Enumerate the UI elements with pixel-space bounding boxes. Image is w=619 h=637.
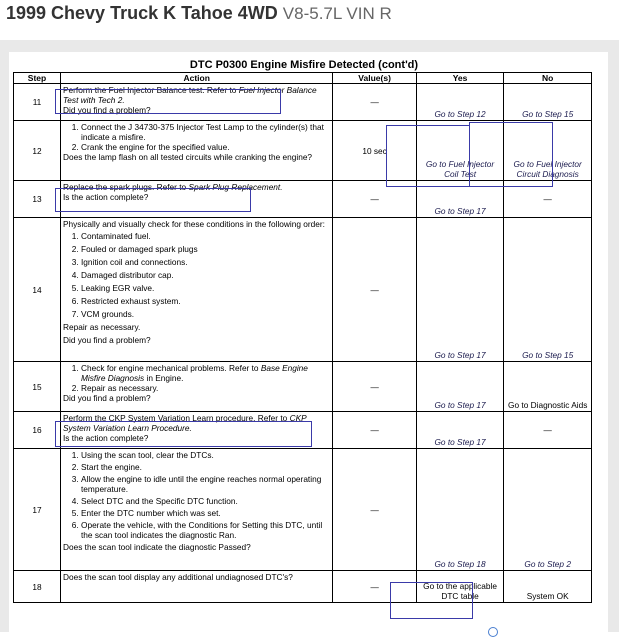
- action-item: 3. Ignition coil and connections.: [81, 257, 330, 267]
- action-item: 1. Using the scan tool, clear the DTCs.: [81, 450, 330, 460]
- value-cell: —: [333, 449, 416, 571]
- value-cell: —: [333, 412, 416, 449]
- action-question: Does the scan tool display any additional undiagnosed DTC's?: [63, 572, 293, 582]
- yes-cell[interactable]: Go to the applicable DTC table: [416, 571, 504, 603]
- action-text: Perform the CKP System Variation Learn procedure. Refer to: [63, 413, 290, 423]
- action-cell: [61, 571, 333, 603]
- step-number: 17: [14, 449, 61, 571]
- procedure-link[interactable]: Spark Plug Replacement.: [188, 182, 283, 192]
- diagnostic-table: [13, 72, 592, 603]
- action-item: [81, 363, 330, 383]
- table-row: [14, 449, 592, 571]
- action-question: Did you find a problem?: [63, 105, 151, 115]
- value-cell: —: [333, 218, 416, 362]
- value-cell: 10 sec: [333, 121, 416, 181]
- yes-cell[interactable]: Go to Step 17: [416, 362, 504, 412]
- action-text: Repair as necessary.: [63, 322, 141, 332]
- action-cell: [61, 181, 333, 218]
- procedure-link[interactable]: Fuel Injector Balance Test with Tech 2.: [63, 85, 317, 105]
- no-cell[interactable]: Go to Step 15: [504, 84, 592, 121]
- table-row: [14, 121, 592, 181]
- action-question: Does the lamp flash on all tested circuits while cranking the engine?: [63, 152, 313, 162]
- column-header-values: Value(s): [333, 73, 416, 84]
- action-item: 5. Enter the DTC number which was set.: [81, 508, 330, 518]
- column-header-action: Action: [61, 73, 333, 84]
- action-item: 3. Allow the engine to idle until the engine reaches normal operating temperature.: [81, 474, 330, 494]
- action-item: 4. Damaged distributor cap.: [81, 270, 330, 280]
- action-text: Check for engine mechanical problems. Refer to: [81, 363, 261, 373]
- action-text: in Engine.: [144, 373, 184, 383]
- action-cell: [61, 218, 333, 362]
- action-cell: [61, 362, 333, 412]
- page-title: [6, 3, 392, 24]
- no-cell[interactable]: Go to Step 2: [504, 449, 592, 571]
- scroll-indicator-icon: [488, 627, 498, 637]
- yes-cell[interactable]: Go to Step 17: [416, 218, 504, 362]
- value-cell: —: [333, 362, 416, 412]
- action-question: Is the action complete?: [63, 433, 149, 443]
- value-cell: —: [333, 571, 416, 603]
- procedure-link[interactable]: CKP System Variation Learn Procedure.: [63, 413, 307, 433]
- step-number: 16: [14, 412, 61, 449]
- document-page: [9, 52, 608, 632]
- action-item: 1. Connect the J 34730-375 Injector Test Lamp to the cylinder(s) that indicate a misfire.: [81, 122, 330, 142]
- step-number: 18: [14, 571, 61, 603]
- engine-subtitle: V8-5.7L VIN R: [282, 4, 392, 23]
- action-question: Did you find a problem?: [63, 393, 151, 403]
- table-row: [14, 362, 592, 412]
- action-intro: Physically and visually check for these conditions in the following order:: [63, 219, 325, 229]
- no-cell: —: [504, 412, 592, 449]
- action-item: 2. Repair as necessary.: [81, 383, 330, 393]
- action-item: 2. Start the engine.: [81, 462, 330, 472]
- action-item: 7. VCM grounds.: [81, 309, 330, 319]
- table-row: [14, 412, 592, 449]
- no-cell[interactable]: Go to Step 15: [504, 218, 592, 362]
- yes-cell[interactable]: Go to Step 17: [416, 181, 504, 218]
- no-cell: —: [504, 181, 592, 218]
- document-title: DTC P0300 Engine Misfire Detected (cont'd): [189, 59, 419, 71]
- yes-cell[interactable]: Go to Step 17: [416, 412, 504, 449]
- no-cell: System OK: [504, 571, 592, 603]
- action-question: Is the action complete?: [63, 192, 149, 202]
- action-item: 6. Operate the vehicle, with the Conditions for Setting this DTC, until the scan tool indicates the diagnostic Ran.: [81, 520, 330, 540]
- action-cell: [61, 121, 333, 181]
- action-cell: [61, 84, 333, 121]
- vehicle-title: 1999 Chevy Truck K Tahoe 4WD: [6, 3, 278, 23]
- table-header-row: [14, 73, 592, 84]
- step-number: 14: [14, 218, 61, 362]
- step-number: 11: [14, 84, 61, 121]
- action-text: Replace the spark plugs. Refer to: [63, 182, 189, 192]
- table-row: [14, 571, 592, 603]
- procedure-link[interactable]: Base Engine Misfire Diagnosis: [81, 363, 308, 383]
- step-number: 12: [14, 121, 61, 181]
- no-cell[interactable]: Go to Diagnostic Aids: [504, 362, 592, 412]
- column-header-step: Step: [14, 73, 61, 84]
- step-number: 15: [14, 362, 61, 412]
- table-row: [14, 84, 592, 121]
- step-number: 13: [14, 181, 61, 218]
- table-row: [14, 218, 592, 362]
- action-item: 2. Crank the engine for the specified value.: [81, 142, 330, 152]
- action-text: Perform the Fuel Injector Balance test. Refer to: [63, 85, 239, 95]
- column-header-yes: Yes: [416, 73, 504, 84]
- page-header: [0, 0, 619, 30]
- action-item: 4. Select DTC and the Specific DTC function.: [81, 496, 330, 506]
- column-header-no: No: [504, 73, 592, 84]
- action-item: 5. Leaking EGR valve.: [81, 283, 330, 293]
- action-item: 1. Contaminated fuel.: [81, 231, 330, 241]
- yes-cell[interactable]: Go to Fuel Injector Coil Test: [416, 121, 504, 181]
- yes-cell[interactable]: Go to Step 12: [416, 84, 504, 121]
- action-question: Does the scan tool indicate the diagnostic Passed?: [63, 542, 251, 552]
- no-cell[interactable]: Go to Fuel Injector Circuit Diagnosis: [504, 121, 592, 181]
- yes-cell[interactable]: Go to Step 18: [416, 449, 504, 571]
- action-item: 2. Fouled or damaged spark plugs: [81, 244, 330, 254]
- value-cell: —: [333, 84, 416, 121]
- action-cell: [61, 449, 333, 571]
- table-row: [14, 181, 592, 218]
- action-cell: [61, 412, 333, 449]
- action-item: 6. Restricted exhaust system.: [81, 296, 330, 306]
- action-question: Did you find a problem?: [63, 335, 151, 345]
- value-cell: —: [333, 181, 416, 218]
